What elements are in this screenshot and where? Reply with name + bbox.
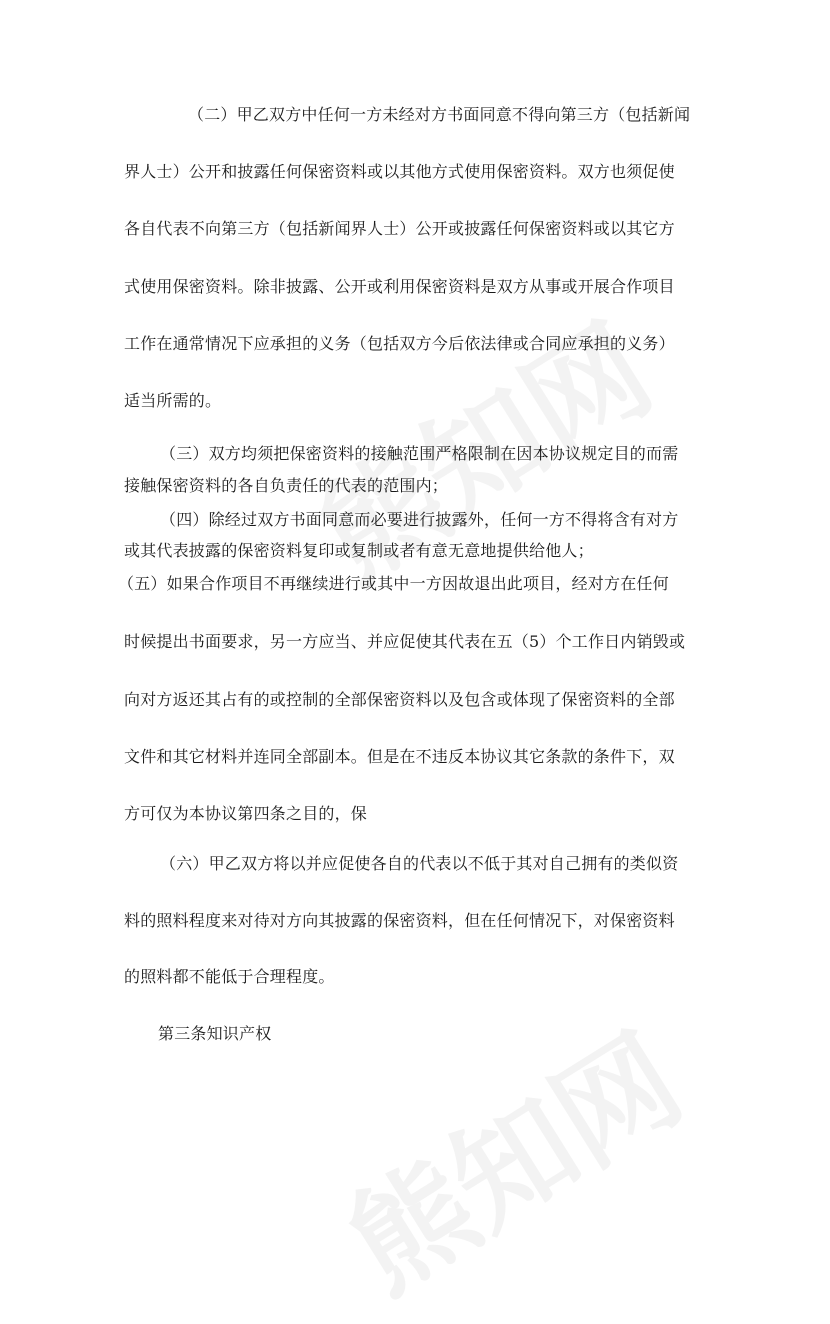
- paragraph-6-line: 料的照料程度来对待对方向其披露的保密资料，但在任何情况下，对保密资料: [124, 911, 675, 930]
- paragraph-2-line: 界人士）公开和披露任何保密资料或以其他方式使用保密资料。双方也须促使: [124, 162, 675, 181]
- paragraph-2-line: 各自代表不向第三方（包括新闻界人士）公开或披露任何保密资料或以其它方: [124, 219, 675, 238]
- paragraph-5-line: 向对方返还其占有的或控制的全部保密资料以及包含或体现了保密资料的全部: [124, 690, 675, 709]
- paragraph-2-line: 式使用保密资料。除非披露、公开或利用保密资料是双方从事或开展合作项目: [124, 277, 675, 296]
- paragraph-6-line: （六）甲乙双方将以并应促使各自的代表以不低于其对自己拥有的类似资: [160, 854, 679, 873]
- paragraph-3-line: 接触保密资料的各自负责任的代表的范围内；: [124, 476, 449, 495]
- paragraph-5-line: 文件和其它材料并连同全部副本。但是在不违反本协议其它条款的条件下，双: [124, 747, 675, 766]
- paragraph-2-line: （二）甲乙双方中任何一方未经对方书面同意不得向第三方（包括新闻: [188, 105, 691, 124]
- paragraph-5-line: 方可仅为本协议第四条之目的，保: [124, 804, 368, 823]
- paragraph-5-line: 时候提出书面要求，另一方应当、并应促使其代表在五（5）个工作日内销毁或: [124, 632, 686, 651]
- paragraph-4-line: 或其代表披露的保密资料复印或复制或者有意无意地提供给他人；: [124, 541, 594, 560]
- section-heading: 第三条知识产权: [158, 1024, 272, 1043]
- paragraph-2-line: 适当所需的。: [124, 391, 222, 410]
- paragraph-6-line: 的照料都不能低于合理程度。: [124, 967, 335, 986]
- paragraph-3-line: （三）双方均须把保密资料的接触范围严格限制在因本协议规定目的而需: [160, 444, 679, 463]
- paragraph-4-line: （四）除经过双方书面同意而必要进行披露外，任何一方不得将含有对方: [160, 510, 679, 529]
- paragraph-2-line: 工作在通常情况下应承担的义务（包括双方今后依法律或合同应承担的义务）: [124, 334, 675, 353]
- paragraph-5-line: （五）如果合作项目不再继续进行或其中一方因故退出此项目，经对方在任何: [118, 574, 669, 593]
